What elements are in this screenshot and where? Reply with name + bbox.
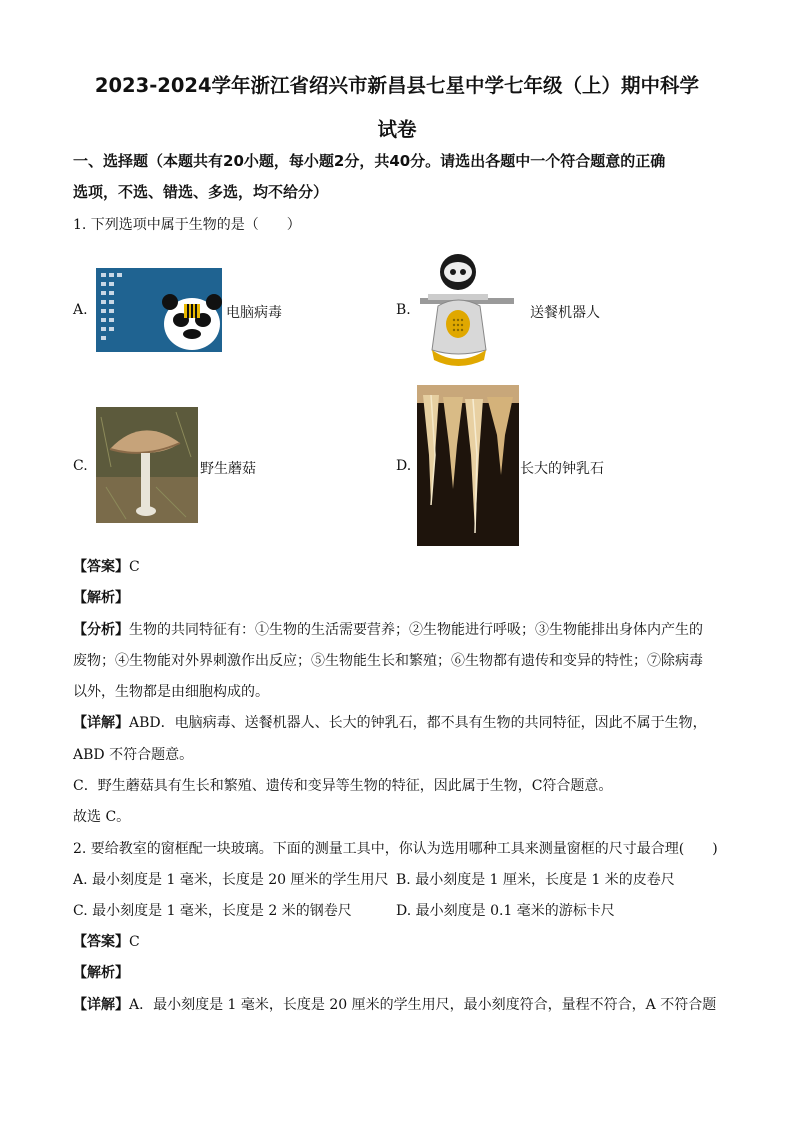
q1-option-c-letter: C. xyxy=(73,458,88,474)
answer-tag: 【答案】 xyxy=(73,934,129,950)
q1-option-b-text: 送餐机器人 xyxy=(530,305,600,321)
section-heading-line2: 选项，不选、错选、多选，均不给分） xyxy=(73,183,329,201)
xiangjie-tag: 【详解】 xyxy=(73,715,129,731)
q1-xiangjie-line3: C．野生蘑菇具有生长和繁殖、遗传和变异等生物的特征，因此属于生物，C符合题意。 xyxy=(73,778,613,794)
q1-stem: 1. 下列选项中属于生物的是（ ） xyxy=(73,217,301,233)
q1-xiangjie-line1 xyxy=(73,712,707,732)
mushroom-image xyxy=(96,407,198,523)
xiangjie-tag: 【详解】 xyxy=(73,997,129,1013)
q2-option-a: A. 最小刻度是 1 毫米，长度是 20 厘米的学生用尺 xyxy=(73,872,389,888)
xiangjie-text-1: A．最小刻度是 1 毫米，长度是 20 厘米的学生用尺，最小刻度符合，量程不符合，A 不符合题 xyxy=(129,997,717,1013)
q1-option-d-letter: D. xyxy=(396,458,412,474)
answer-value: C xyxy=(129,559,140,575)
robot-image xyxy=(420,250,516,370)
q1-option-b-letter: B. xyxy=(396,302,411,318)
q1-answer xyxy=(73,556,140,576)
q2-option-d: D. 最小刻度是 0.1 毫米的游标卡尺 xyxy=(396,903,615,919)
q1-fenxi-line2: 废物；④生物能对外界刺激作出反应；⑤生物能生长和繁殖；⑥生物都有遗传和变异的特性；⑦除病毒 xyxy=(73,653,703,669)
q2-analysis-tag: 【解析】 xyxy=(73,965,129,981)
xiangjie-text-1: ABD．电脑病毒、送餐机器人、长大的钟乳石，都不具有生物的共同特征，因此不属于生物， xyxy=(129,715,707,731)
computer-virus-image xyxy=(96,268,222,352)
q1-option-a-letter: A. xyxy=(73,302,88,318)
section-heading-line1: 一、选择题（本题共有20小题，每小题2分，共40分。请选出各题中一个符合题意的正确 xyxy=(73,152,666,170)
fenxi-tag: 【分析】 xyxy=(73,622,129,638)
q1-analysis-tag: 【解析】 xyxy=(73,590,129,606)
q2-answer xyxy=(73,931,140,951)
stalactite-image xyxy=(417,385,519,546)
q2-xiangjie-line1 xyxy=(73,994,716,1014)
q1-option-a-text: 电脑病毒 xyxy=(226,305,282,321)
answer-value: C xyxy=(129,934,140,950)
q1-fenxi-line3: 以外，生物都是由细胞构成的。 xyxy=(73,684,269,700)
q1-xiangjie-line4: 故选 C。 xyxy=(73,809,131,825)
q1-option-c-text: 野生蘑菇 xyxy=(200,461,256,477)
exam-title-line2: 试卷 xyxy=(377,118,417,141)
q1-fenxi-line1 xyxy=(73,619,703,639)
answer-tag: 【答案】 xyxy=(73,559,129,575)
exam-title-line1: 2023-2024学年浙江省绍兴市新昌县七星中学七年级（上）期中科学 xyxy=(94,74,700,97)
q2-option-c: C. 最小刻度是 1 毫米，长度是 2 米的钢卷尺 xyxy=(73,903,352,919)
fenxi-text-1: 生物的共同特征有：①生物的生活需要营养；②生物能进行呼吸；③生物能排出身体内产生的 xyxy=(129,622,703,638)
q2-option-b: B. 最小刻度是 1 厘米，长度是 1 米的皮卷尺 xyxy=(396,872,675,888)
q2-stem: 2. 要给教室的窗框配一块玻璃。下面的测量工具中，你认为选用哪种工具来测量窗框的尺寸最合理( ) xyxy=(73,841,718,857)
q1-option-d-text: 长大的钟乳石 xyxy=(520,461,604,477)
q1-xiangjie-line2: ABD 不符合题意。 xyxy=(73,747,194,763)
